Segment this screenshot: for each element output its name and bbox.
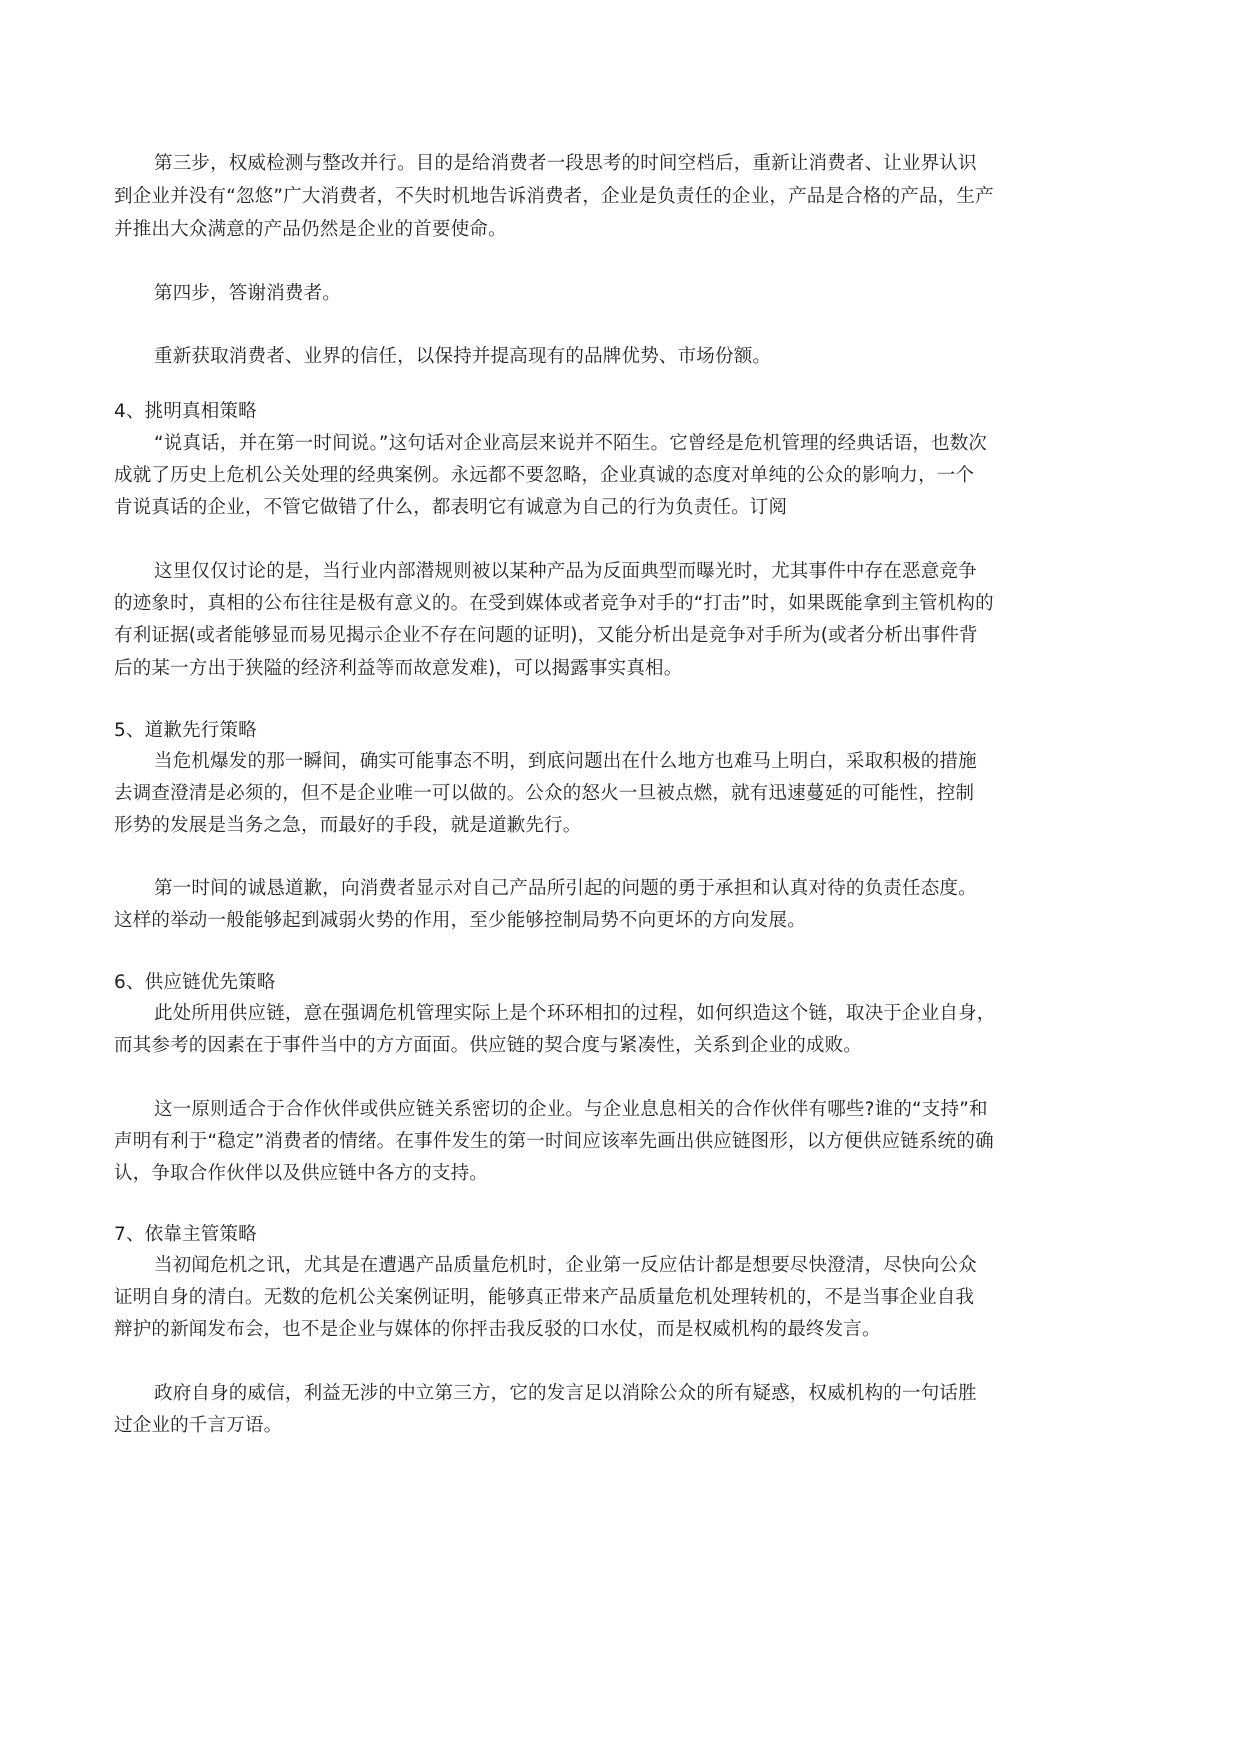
- paragraph-line: 形势的发展是当务之急，而最好的手段，就是道歉先行。: [114, 815, 582, 836]
- paragraph-line: 后的某一方出于狭隘的经济利益等而故意发难)，可以揭露事实真相。: [114, 658, 683, 679]
- section-heading: 7、依靠主管策略: [114, 1224, 257, 1245]
- paragraph-line: “说真话，并在第一时间说。”这句话对企业高层来说并不陌生。它曾经是危机管理的经典话语，也数次: [154, 433, 988, 454]
- paragraph-line: 政府自身的威信，利益无涉的中立第三方，它的发言足以消除公众的所有疑惑，权威机构的一句话胜: [154, 1383, 977, 1404]
- paragraph-line: 此处所用供应链，意在强调危机管理实际上是个环环相扣的过程，如何织造这个链，取决于企业自身，: [154, 1003, 996, 1024]
- paragraph-line: 第三步，权威检测与整改并行。目的是给消费者一段思考的时间空档后，重新让消费者、让业界认识: [154, 153, 977, 174]
- paragraph-line: 第一时间的诚恳道歉，向消费者显示对自己产品所引起的问题的勇于承担和认真对待的负责任态度。: [154, 878, 977, 899]
- paragraph-line: 第四步，答谢消费者。: [154, 283, 342, 304]
- paragraph-line: 的迹象时，真相的公布往往是极有意义的。在受到媒体或者竞争对手的“打击”时，如果既能拿到主管机构的: [114, 593, 994, 614]
- paragraph-line: 这一原则适合于合作伙伴或供应链关系密切的企业。与企业息息相关的合作伙伴有哪些?谁的“支持”和: [154, 1099, 988, 1120]
- paragraph-line: 证明自身的清白。无数的危机公关案例证明，能够真正带来产品质量危机处理转机的，不是当事企业自我: [114, 1287, 975, 1308]
- paragraph-line: 到企业并没有“忽悠”广大消费者，不失时机地告诉消费者，企业是负责任的企业，产品是合格的产品，生产: [114, 186, 994, 207]
- paragraph-line: 辩护的新闻发布会，也不是企业与媒体的你抨击我反驳的口水仗，而是权威机构的最终发言。: [114, 1319, 881, 1340]
- paragraph-line: 声明有利于“稳定”消费者的情绪。在事件发生的第一时间应该率先画出供应链图形，以方便供应链系统的确: [114, 1131, 994, 1152]
- paragraph-line: 当初闻危机之讯，尤其是在遭遇产品质量危机时，企业第一反应估计都是想要尽快澄清，尽快向公众: [154, 1255, 977, 1276]
- paragraph-line: 过企业的千言万语。: [114, 1415, 283, 1436]
- section-heading: 4、挑明真相策略: [114, 401, 257, 422]
- paragraph-line: 这样的举动一般能够起到减弱火势的作用，至少能够控制局势不向更坏的方向发展。: [114, 910, 806, 931]
- paragraph-line: 认，争取合作伙伴以及供应链中各方的支持。: [114, 1163, 489, 1184]
- paragraph-line: 肯说真话的企业，不管它做错了什么，都表明它有诚意为自己的行为负责任。订阅: [114, 497, 788, 518]
- paragraph-line: 去调查澄清是必须的，但不是企业唯一可以做的。公众的怒火一旦被点燃，就有迅速蔓延的可能性，控制: [114, 783, 975, 804]
- paragraph-line: 重新获取消费者、业界的信任，以保持并提高现有的品牌优势、市场份额。: [154, 346, 772, 367]
- paragraph-line: 并推出大众满意的产品仍然是企业的首要使命。: [114, 219, 507, 240]
- section-heading: 6、供应链优先策略: [114, 972, 276, 993]
- paragraph-line: 而其参考的因素在于事件当中的方方面面。供应链的契合度与紧凑性，关系到企业的成败。: [114, 1035, 863, 1056]
- section-heading: 5、道歉先行策略: [114, 720, 257, 741]
- paragraph-line: 有利证据(或者能够显而易见揭示企业不存在问题的证明)，又能分析出是竞争对手所为(或者分析出事件背: [114, 625, 978, 646]
- paragraph-line: 这里仅仅讨论的是，当行业内部潜规则被以某种产品为反面典型而曝光时，尤其事件中存在恶意竞争: [154, 561, 977, 582]
- paragraph-line: 当危机爆发的那一瞬间，确实可能事态不明，到底问题出在什么地方也难马上明白，采取积极的措施: [154, 751, 977, 772]
- paragraph-line: 成就了历史上危机公关处理的经典案例。永远都不要忽略，企业真诚的态度对单纯的公众的影响力，一个: [114, 465, 975, 486]
